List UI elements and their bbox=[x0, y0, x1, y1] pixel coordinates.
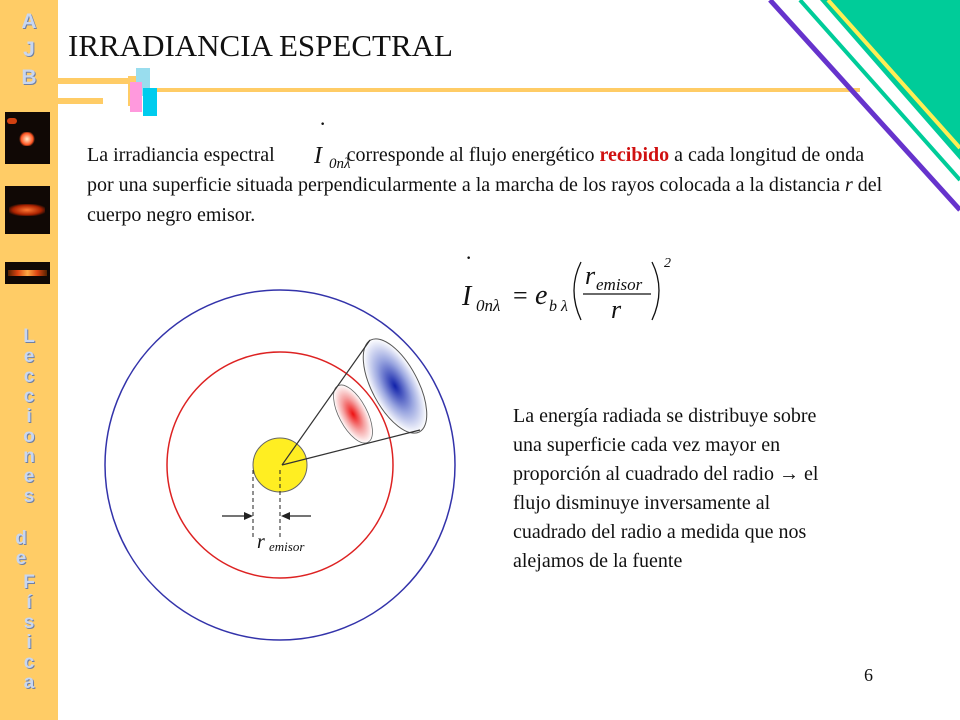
formula-equals: = bbox=[513, 281, 528, 310]
sidebar-letter: o bbox=[23, 426, 35, 447]
highlight-word: recibido bbox=[599, 144, 670, 166]
radius-label-subscript: emisor bbox=[269, 539, 305, 554]
radius-arrow-head bbox=[281, 512, 290, 520]
para-text: del cuerpo negro emisor. bbox=[87, 174, 883, 226]
sidebar-letter: c bbox=[23, 652, 35, 673]
page-title: IRRADIANCIA ESPECTRAL bbox=[68, 28, 453, 63]
sidebar-letter: B bbox=[21, 66, 37, 89]
radius-label: r bbox=[257, 531, 265, 553]
formula-dot: · bbox=[465, 245, 473, 270]
formula-I: I bbox=[462, 281, 472, 312]
para-text: corresponde al flujo energético bbox=[341, 144, 600, 166]
intro-paragraph bbox=[87, 140, 887, 230]
formula-e: e bbox=[535, 280, 548, 311]
title-decoration bbox=[58, 68, 860, 116]
sidebar-letter: L bbox=[23, 326, 35, 347]
distance-variable: r bbox=[845, 174, 853, 196]
formula-numerator-subscript: emisor bbox=[596, 275, 643, 294]
formula-e-subscript: b λ bbox=[549, 298, 568, 315]
sidebar-letter: d bbox=[15, 528, 27, 549]
formula-left-paren bbox=[574, 262, 581, 320]
radius-arrow-head bbox=[244, 512, 253, 520]
formula-right-paren bbox=[652, 262, 659, 320]
sidebar-letter: c bbox=[23, 386, 35, 407]
formula-denominator: r bbox=[611, 295, 622, 324]
irradiance-formula bbox=[461, 245, 671, 324]
sidebar-letter: i bbox=[26, 632, 32, 653]
page-number: 6 bbox=[864, 665, 873, 685]
sidebar-letter: F bbox=[23, 572, 35, 593]
sidebar-letter: í bbox=[26, 592, 32, 613]
sidebar-letter: c bbox=[23, 366, 35, 387]
formula-numerator: r bbox=[585, 261, 596, 290]
radiation-diagram bbox=[105, 290, 455, 640]
sidebar-letter: a bbox=[23, 672, 35, 693]
sidebar-letter: J bbox=[23, 38, 35, 61]
formula-exponent: 2 bbox=[664, 256, 671, 271]
sidebar-letter: s bbox=[23, 612, 35, 633]
symbol-I: I bbox=[314, 143, 322, 169]
emitter-sphere bbox=[253, 438, 307, 492]
sidebar-letter: n bbox=[23, 446, 35, 467]
sidebar-letter: A bbox=[21, 10, 37, 33]
symbol-dot: · bbox=[319, 111, 327, 136]
sidebar-letter: i bbox=[26, 406, 32, 427]
symbol-subscript: 0nλ bbox=[329, 156, 351, 172]
explanation-text: La energía radiada se distribuye sobre una superficie cada vez mayor en proporción al cuadrado del radio → el flujo disminuye inversamente al cuadrado del radio a medida que nos alejamos de la fuente bbox=[513, 405, 819, 572]
sidebar-letter: e bbox=[23, 466, 35, 487]
para-text: a cada longitud de onda por una superficie situada perpendicularmente a la marcha de los rayos colocada a la distancia bbox=[87, 144, 865, 196]
para-text: La irradiancia espectral bbox=[87, 144, 280, 166]
sidebar-letter: s bbox=[23, 486, 35, 507]
formula-subscript: 0nλ bbox=[476, 296, 501, 315]
sidebar-letter: e bbox=[23, 346, 35, 367]
sidebar-letter: e bbox=[15, 548, 27, 569]
